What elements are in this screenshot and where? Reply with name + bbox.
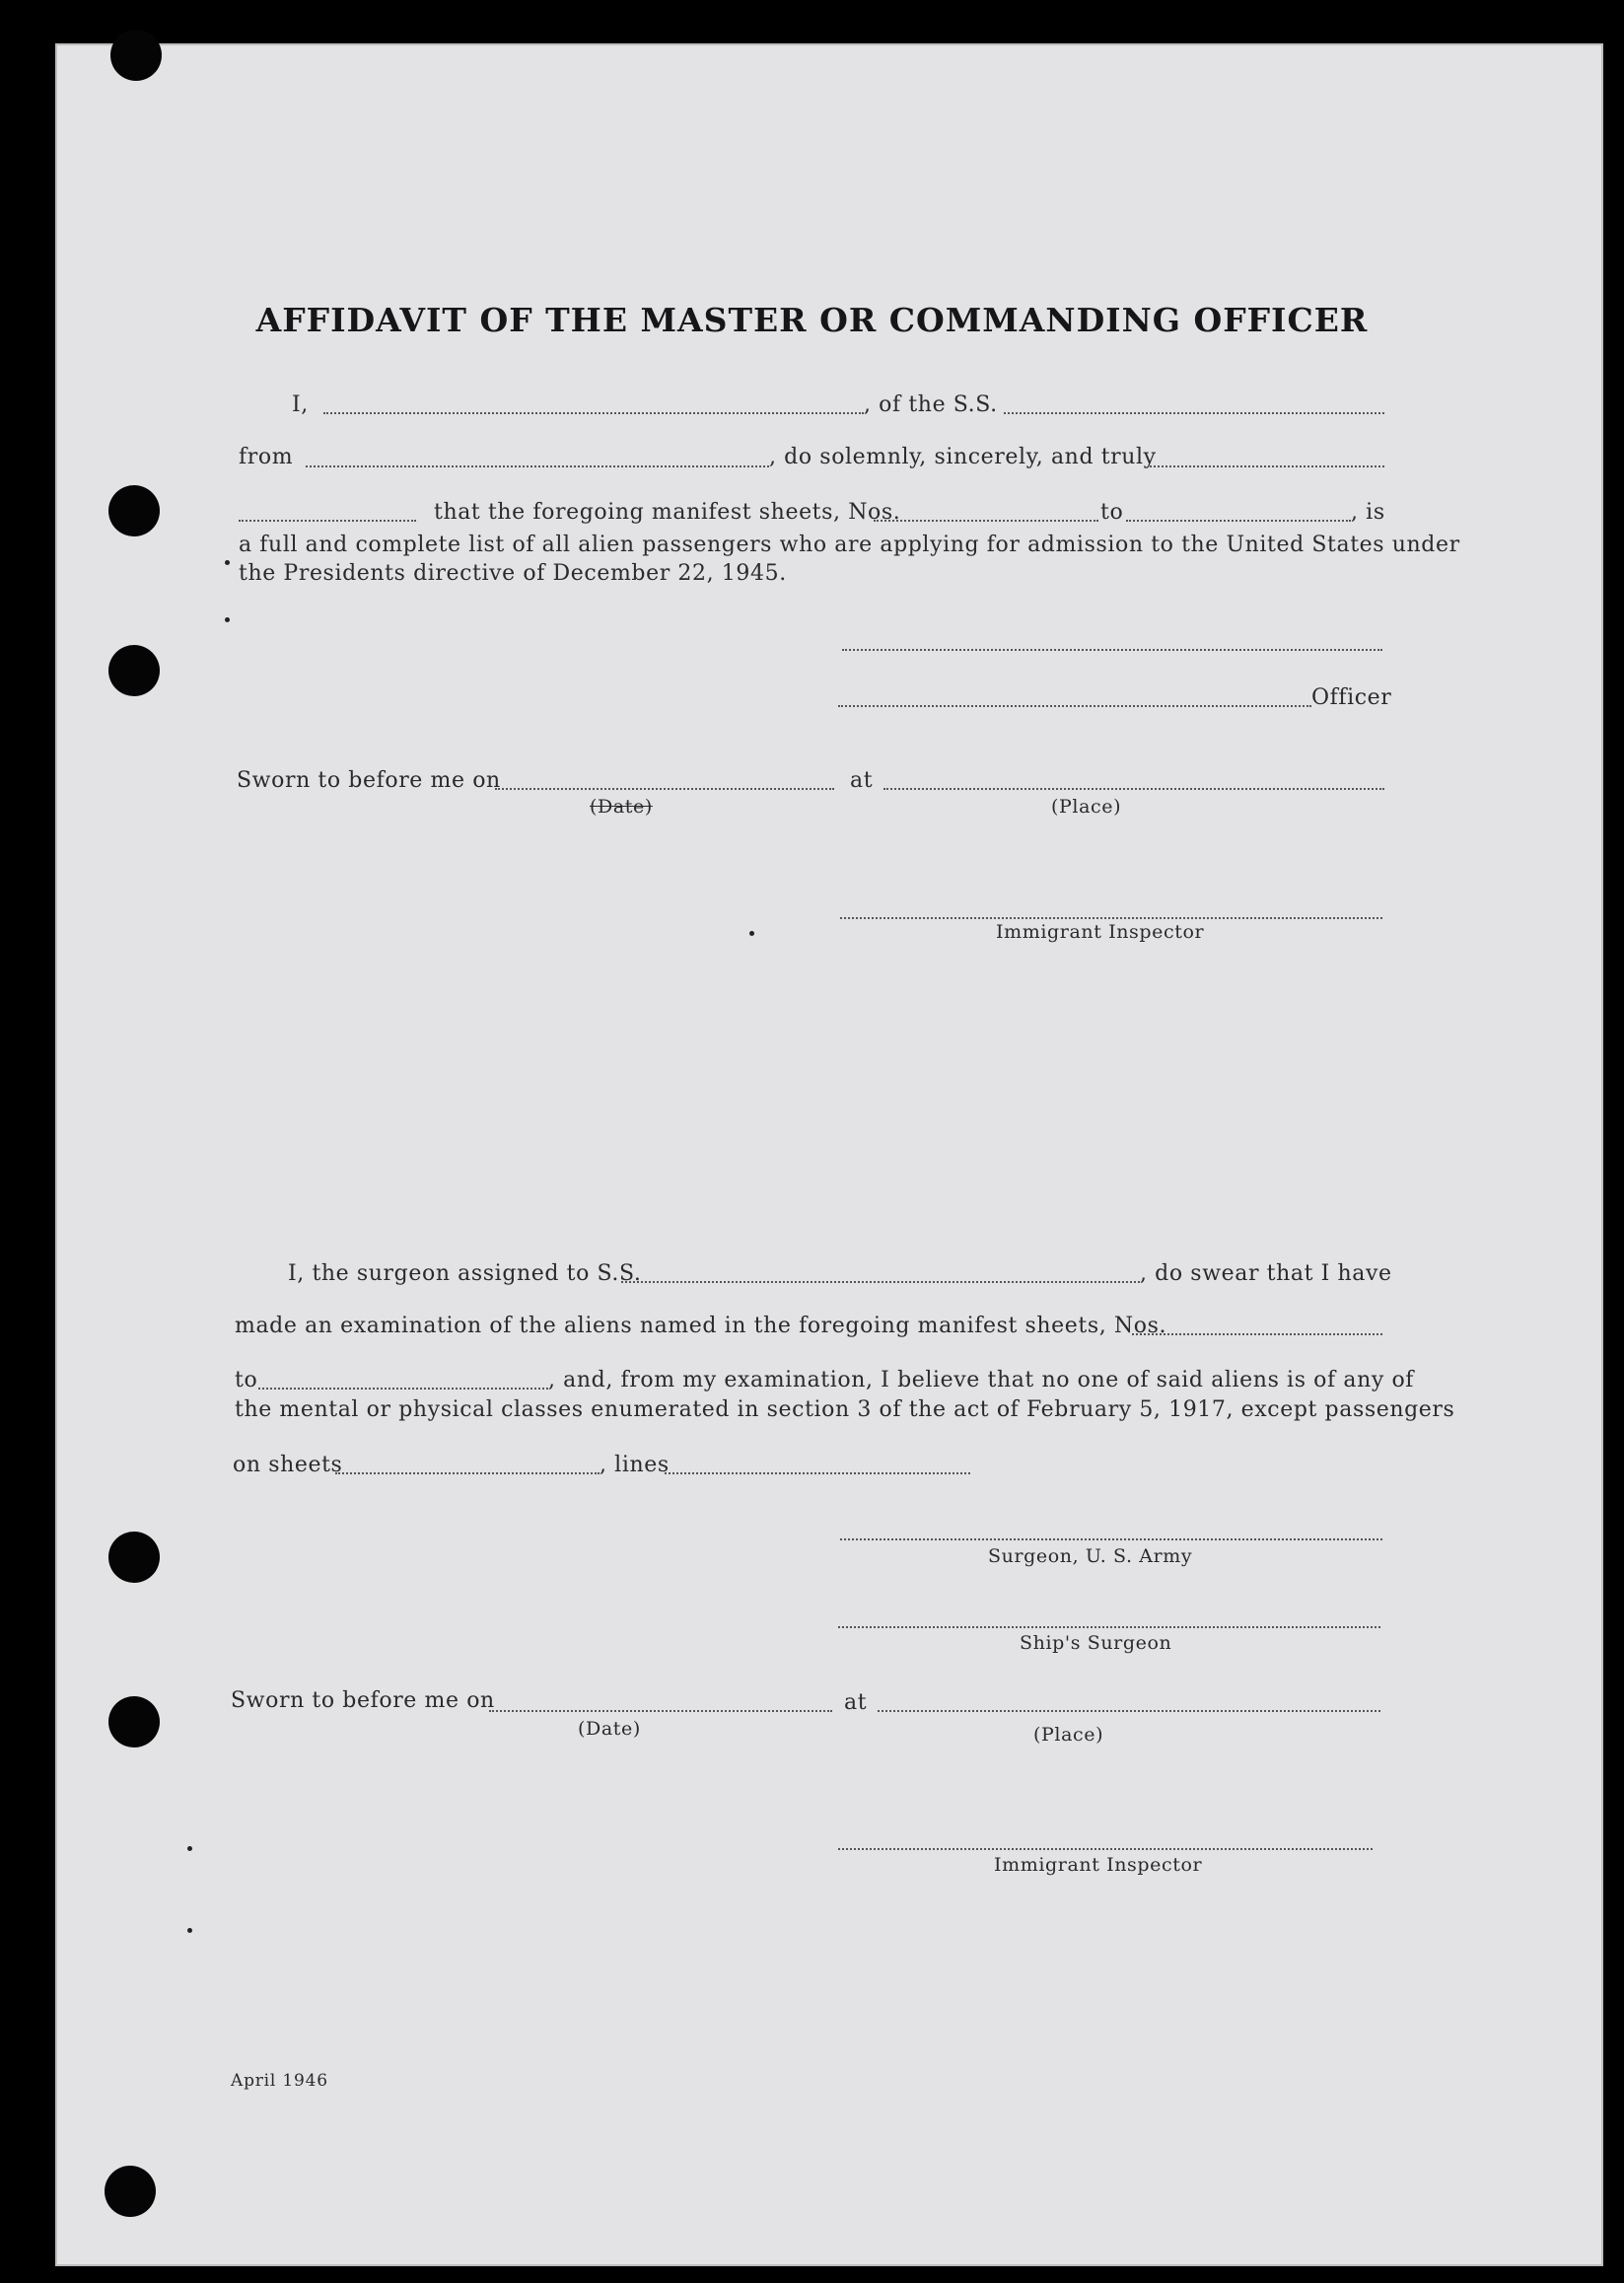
master-line2-suffix: , do solemnly, sincerely, and truly xyxy=(769,445,1157,469)
surgeon-inspector-signature-line[interactable] xyxy=(838,1848,1373,1850)
master-line3-to: to xyxy=(1100,500,1124,525)
master-line4: a full and complete list of all alien passengers who are applying for admission to the United States under xyxy=(239,533,1460,557)
form-date-footer: April 1946 xyxy=(231,2071,328,2091)
surgeon-line1-suffix: , do swear that I have xyxy=(1140,1261,1392,1286)
surgeon-lines-field[interactable] xyxy=(665,1472,970,1474)
speck xyxy=(225,560,230,565)
army-surgeon-signature-line[interactable] xyxy=(840,1538,1382,1540)
sheet-to-field[interactable] xyxy=(1126,520,1351,522)
officer-label: Officer xyxy=(1311,685,1392,710)
master-line3-text: that the foregoing manifest sheets, Nos. xyxy=(434,500,901,525)
ship-field[interactable] xyxy=(1004,412,1384,414)
speck xyxy=(225,617,230,622)
surgeon-sworn-place-field[interactable] xyxy=(878,1710,1380,1712)
ship-surgeon-signature-line[interactable] xyxy=(838,1626,1380,1628)
master-sworn-label: Sworn to before me on xyxy=(237,768,501,793)
master-sworn-place-field[interactable] xyxy=(883,788,1384,790)
punch-hole xyxy=(108,1532,160,1583)
surgeon-line5-prefix: on sheets xyxy=(233,1453,343,1477)
surgeon-line1-prefix: I, the surgeon assigned to S.S. xyxy=(288,1261,642,1286)
surgeon-line4: the mental or physical classes enumerated in section 3 of the act of February 5, 1917, except passengers xyxy=(235,1397,1455,1422)
master-place-caption: (Place) xyxy=(1051,796,1122,818)
surgeon-line3-text: , and, from my examination, I believe that no one of said aliens is of any of xyxy=(548,1368,1415,1392)
surgeon-sheet-from-field[interactable] xyxy=(1132,1333,1382,1335)
speck xyxy=(187,1846,192,1851)
oath-field[interactable] xyxy=(1150,465,1384,467)
sheet-from-field[interactable] xyxy=(874,520,1098,522)
ship-surgeon-label: Ship's Surgeon xyxy=(1020,1632,1172,1654)
speck xyxy=(187,1928,192,1933)
officer-signature-line-1[interactable] xyxy=(842,649,1382,651)
declaration-field[interactable] xyxy=(239,520,416,522)
master-line2-prefix: from xyxy=(239,445,294,469)
surgeon-sworn-at: at xyxy=(844,1690,868,1715)
form-sheet xyxy=(55,43,1603,2266)
officer-signature-line-2[interactable] xyxy=(838,705,1311,707)
surgeon-line2: made an examination of the aliens named in the foregoing manifest sheets, Nos. xyxy=(235,1314,1167,1338)
surgeon-inspector-label: Immigrant Inspector xyxy=(994,1854,1203,1876)
surgeon-date-caption: (Date) xyxy=(578,1718,641,1740)
master-inspector-label: Immigrant Inspector xyxy=(996,921,1205,943)
surgeon-sheet-to-field[interactable] xyxy=(258,1388,548,1390)
master-line1-prefix: I, xyxy=(292,392,309,417)
master-sworn-date-field[interactable] xyxy=(495,788,834,790)
surgeon-sworn-label: Sworn to before me on xyxy=(231,1688,495,1713)
punch-hole xyxy=(108,645,160,696)
army-surgeon-label: Surgeon, U. S. Army xyxy=(988,1545,1193,1567)
punch-hole xyxy=(105,2166,156,2217)
surgeon-line3-prefix: to xyxy=(235,1368,258,1392)
surgeon-ship-field[interactable] xyxy=(621,1281,1140,1283)
speck xyxy=(749,931,754,936)
master-line3-end: , is xyxy=(1351,500,1385,525)
surgeon-place-caption: (Place) xyxy=(1033,1724,1104,1746)
master-line5: the Presidents directive of December 22, 1945. xyxy=(239,561,787,586)
surgeon-sheets-field[interactable] xyxy=(335,1472,600,1474)
master-inspector-signature-line[interactable] xyxy=(840,917,1382,919)
surgeon-line5-lines: , lines xyxy=(600,1453,670,1477)
punch-hole xyxy=(108,485,160,536)
master-line1-suffix: , of the S.S. xyxy=(864,392,998,417)
from-field[interactable] xyxy=(306,465,769,467)
master-sworn-at: at xyxy=(850,768,874,793)
punch-hole xyxy=(108,1696,160,1748)
page-title: AFFIDAVIT OF THE MASTER OR COMMANDING OFFICER xyxy=(255,301,1369,339)
master-date-caption: (Date) xyxy=(590,796,653,818)
punch-hole xyxy=(110,30,162,81)
surgeon-sworn-date-field[interactable] xyxy=(489,1710,832,1712)
name-field[interactable] xyxy=(323,412,864,414)
